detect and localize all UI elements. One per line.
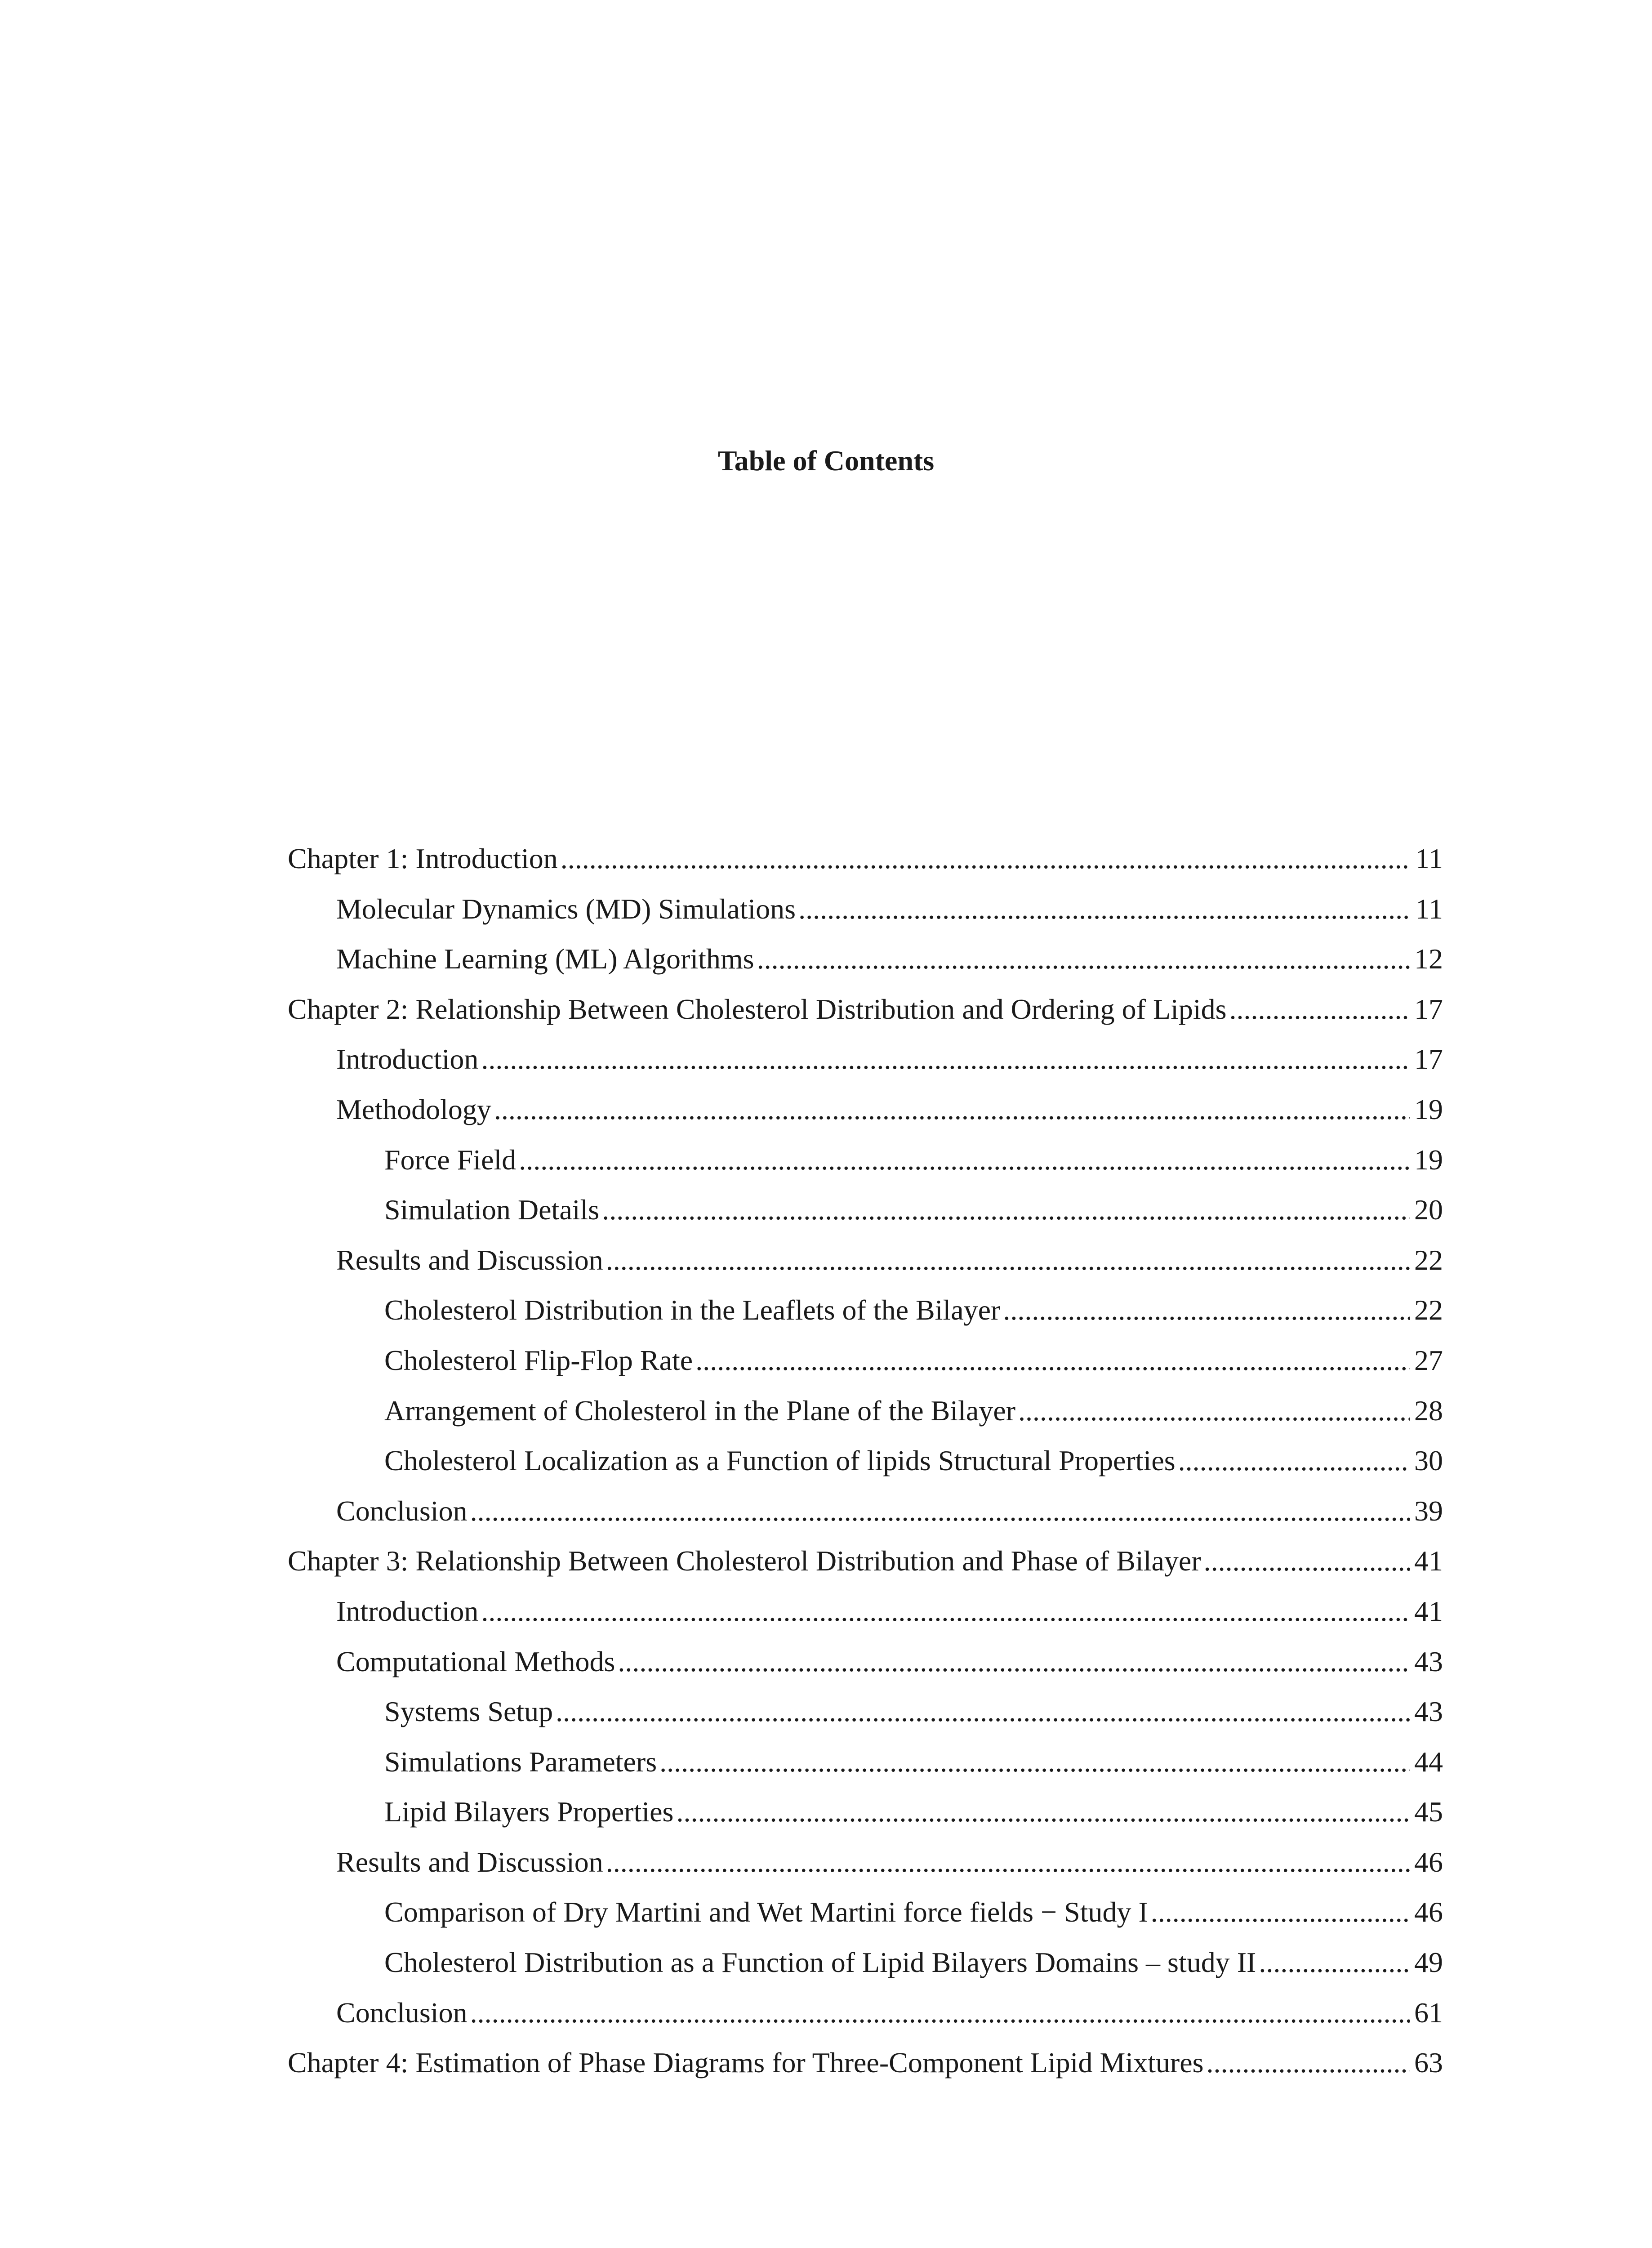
toc-page-number: 27 (1414, 1344, 1443, 1376)
toc-page-number: 44 (1414, 1745, 1443, 1778)
toc-entry-text: Chapter 4: Estimation of Phase Diagrams for Three-Component Lipid Mixtures (288, 2047, 1204, 2079)
toc-entry-text: Simulation Details (384, 1194, 600, 1226)
toc-entry-text: Lipid Bilayers Properties (384, 1796, 674, 1828)
dot-leader (561, 841, 1411, 877)
toc-entry-text: Chapter 3: Relationship Between Cholesterol Distribution and Phase of Bilayer (288, 1545, 1201, 1577)
toc-entry-text: Chapter 1: Introduction (288, 843, 558, 874)
toc-entry-text: Arrangement of Cholesterol in the Plane of the Bilayer (384, 1394, 1016, 1427)
dot-leader (481, 1041, 1410, 1077)
toc-page-number: 20 (1414, 1194, 1443, 1226)
dot-leader (602, 1192, 1410, 1228)
toc-entry-text: Cholesterol Flip-Flop Rate (384, 1344, 693, 1376)
toc-page-number: 17 (1414, 993, 1443, 1025)
toc-entry-text: Results and Discussion (336, 1244, 603, 1276)
toc-entry[interactable] (288, 1744, 1443, 1794)
dot-leader (470, 1995, 1410, 2031)
dot-leader (1204, 1543, 1410, 1579)
toc-entry-text: Methodology (336, 1093, 491, 1125)
toc-entry-text: Machine Learning (ML) Algorithms (336, 943, 754, 975)
toc-entry[interactable] (288, 1192, 1443, 1242)
toc-page-number: 28 (1414, 1394, 1443, 1427)
toc-entry-text: Cholesterol Localization as a Function of lipids Structural Properties (384, 1445, 1176, 1477)
toc-page-number: 22 (1414, 1244, 1443, 1276)
toc-entry-text: Force Field (384, 1143, 517, 1176)
dot-leader (1018, 1393, 1410, 1429)
toc-entry-text: Chapter 2: Relationship Between Cholesterol Distribution and Ordering of Lipids (288, 993, 1227, 1025)
dot-leader (519, 1142, 1410, 1178)
toc-entry[interactable] (288, 1945, 1443, 1995)
toc-entry[interactable] (288, 1142, 1443, 1192)
toc-entry[interactable] (288, 1443, 1443, 1493)
toc-entry-text: Systems Setup (384, 1695, 553, 1728)
toc-entry[interactable] (288, 1644, 1443, 1694)
toc-entry-chapter-1[interactable] (288, 841, 1443, 891)
toc-entry-text: Comparison of Dry Martini and Wet Martini force fields − Study I (384, 1896, 1148, 1928)
dot-leader (1003, 1292, 1410, 1328)
toc-entry[interactable] (288, 1041, 1443, 1092)
dot-leader (1151, 1894, 1410, 1930)
dot-leader (618, 1644, 1410, 1680)
dot-leader (757, 941, 1410, 977)
toc-entry-text: Simulations Parameters (384, 1745, 657, 1778)
toc-entry-text: Introduction (336, 1043, 479, 1075)
toc-entry[interactable] (288, 1242, 1443, 1293)
toc-page-number: 46 (1414, 1846, 1443, 1878)
toc-page-number: 17 (1414, 1043, 1443, 1075)
toc-page-number: 43 (1414, 1645, 1443, 1677)
toc-page-number: 43 (1414, 1695, 1443, 1728)
toc-entry[interactable] (288, 941, 1443, 991)
dot-leader (1207, 2045, 1410, 2081)
dot-leader (695, 1343, 1410, 1378)
toc-entry-text: Molecular Dynamics (MD) Simulations (336, 892, 796, 925)
toc-entry-text: Cholesterol Distribution in the Leaflets of the Bilayer (384, 1294, 1001, 1326)
toc-entry-chapter-4[interactable] (288, 2045, 1443, 2095)
toc-page-number: 12 (1414, 943, 1443, 975)
toc-page-number: 39 (1414, 1494, 1443, 1527)
toc-entry[interactable] (288, 891, 1443, 941)
dot-leader (659, 1744, 1410, 1780)
toc-entry-text: Introduction (336, 1595, 479, 1627)
toc-page-number: 46 (1414, 1896, 1443, 1928)
toc-page-number: 61 (1414, 1996, 1443, 2029)
toc-entry-text: Computational Methods (336, 1645, 615, 1677)
dot-leader (470, 1493, 1410, 1529)
toc-entry[interactable] (288, 1894, 1443, 1945)
toc-page-number: 45 (1414, 1796, 1443, 1828)
toc-page-number: 19 (1414, 1093, 1443, 1125)
dot-leader (606, 1242, 1410, 1278)
dot-leader (798, 891, 1411, 927)
toc-entry[interactable] (288, 1794, 1443, 1844)
dot-leader (1259, 1945, 1410, 1980)
toc-entry-text: Conclusion (336, 1494, 468, 1527)
toc-entry[interactable] (288, 1343, 1443, 1393)
toc-page-number: 22 (1414, 1294, 1443, 1326)
dot-leader (606, 1844, 1410, 1880)
toc-page-number: 11 (1415, 892, 1443, 925)
page-title: Table of Contents (717, 445, 935, 477)
dot-leader (481, 1593, 1410, 1629)
dot-leader (1178, 1443, 1410, 1479)
toc-entry[interactable] (288, 1493, 1443, 1543)
toc-entry[interactable] (288, 1995, 1443, 2045)
toc-entry[interactable] (288, 1694, 1443, 1744)
toc-entry[interactable] (288, 1092, 1443, 1142)
toc-page-number: 30 (1414, 1445, 1443, 1477)
toc-page-number: 63 (1414, 2047, 1443, 2079)
toc-list (288, 841, 1443, 2095)
dot-leader (1229, 991, 1410, 1027)
dot-leader (556, 1694, 1410, 1730)
toc-page-number: 19 (1414, 1143, 1443, 1176)
toc-entry-chapter-3[interactable] (288, 1543, 1443, 1593)
toc-page-number: 49 (1414, 1946, 1443, 1979)
toc-page-number: 41 (1414, 1595, 1443, 1627)
toc-page-number: 11 (1415, 843, 1443, 874)
dot-leader (676, 1794, 1410, 1830)
toc-entry-text: Results and Discussion (336, 1846, 603, 1878)
toc-entry-chapter-2[interactable] (288, 991, 1443, 1042)
toc-entry-text: Cholesterol Distribution as a Function of Lipid Bilayers Domains – study II (384, 1946, 1256, 1979)
dot-leader (494, 1092, 1410, 1128)
toc-entry-text: Conclusion (336, 1996, 468, 2029)
toc-entry[interactable] (288, 1393, 1443, 1443)
toc-entry[interactable] (288, 1593, 1443, 1644)
toc-entry[interactable] (288, 1292, 1443, 1343)
toc-page-number: 41 (1414, 1545, 1443, 1577)
toc-entry[interactable] (288, 1844, 1443, 1895)
